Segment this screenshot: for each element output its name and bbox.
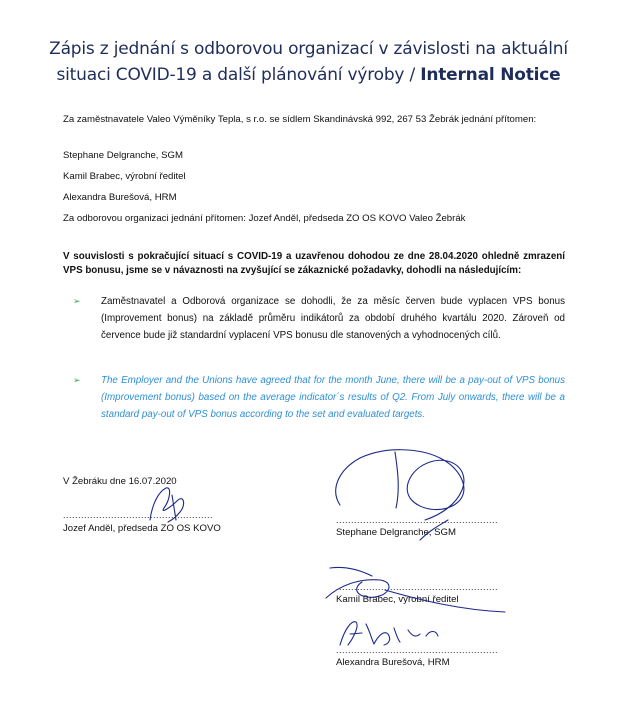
signature-line-production: ...................................................... (336, 582, 499, 592)
signatory-hrm: Alexandra Burešová, HRM (336, 657, 450, 668)
bullet-english-text: The Employer and the Unions have agreed that for the month June, there will be a pay-out of VPS bonus (Improvement bonus) based on the average indicator´s results of Q2. From July onwards, there will be a standard pay-out of VPS bonus according to the set and evaluated targets. (101, 375, 565, 420)
bullet-english (63, 372, 565, 423)
signature-line-union: .................................................. (63, 510, 214, 520)
signature-line-sgm: ...................................................... (336, 515, 499, 525)
signing-date: V Žebráku dne 16.07.2020 (63, 476, 177, 487)
signatory-production-director: Kamil Brabec, výrobní ředitel (336, 594, 459, 605)
attendee-sgm: Stephane Delgranche, SGM (63, 150, 183, 161)
signature-line-hrm: ...................................................... (336, 645, 499, 655)
attendee-hrm: Alexandra Burešová, HRM (63, 192, 177, 203)
title-main: Zápis z jednání s odborovou organizací v závislosti na aktuální situaci COVID-19 a další plánování výroby / (49, 39, 568, 85)
title-internal-notice: Internal Notice (420, 65, 561, 85)
signature-buresova (340, 622, 438, 645)
bullet-czech-text: Zaměstnavatel a Odborová organizace se dohodli, že za měsíc červen bude vyplacen VPS bonus (Improvement bonus) na základě průměru indikátorů za období druhého kvartálu 2020. Zároveň od července bude již standardní vyplacení VPS bonusu dle stanovených a vyhodnocených cílů. (101, 296, 565, 341)
arrow-bullet-icon: ➢ (73, 296, 81, 306)
signatory-sgm: Stephane Delgranche, SGM (336, 527, 456, 538)
employer-paragraph: Za zaměstnavatele Valeo Výměníky Tepla, s r.o. se sídlem Skandinávská 992, 267 53 Žebrák jednání přítomen: (63, 114, 537, 125)
attendee-production-director: Kamil Brabec, výrobní ředitel (63, 171, 186, 182)
document-title (30, 36, 587, 88)
agreement-lead-paragraph: V souvislosti s pokračující situací s COVID-19 a uzavřenou dohodou ze dne 28.04.2020 ohledně zmrazení VPS bonusu, jsme se v návaznosti na zvyšující se zákaznické požadavky, dohodli na následujícím: (63, 251, 565, 276)
bullet-czech (63, 293, 565, 344)
signatory-union-rep: Jozef Anděl, předseda ZO OS KOVO (63, 523, 221, 534)
union-attendee-paragraph: Za odborovou organizaci jednání přítomen: Jozef Anděl, předseda ZO OS KOVO Valeo Žebrák (63, 213, 466, 224)
arrow-bullet-icon: ➢ (73, 375, 81, 385)
